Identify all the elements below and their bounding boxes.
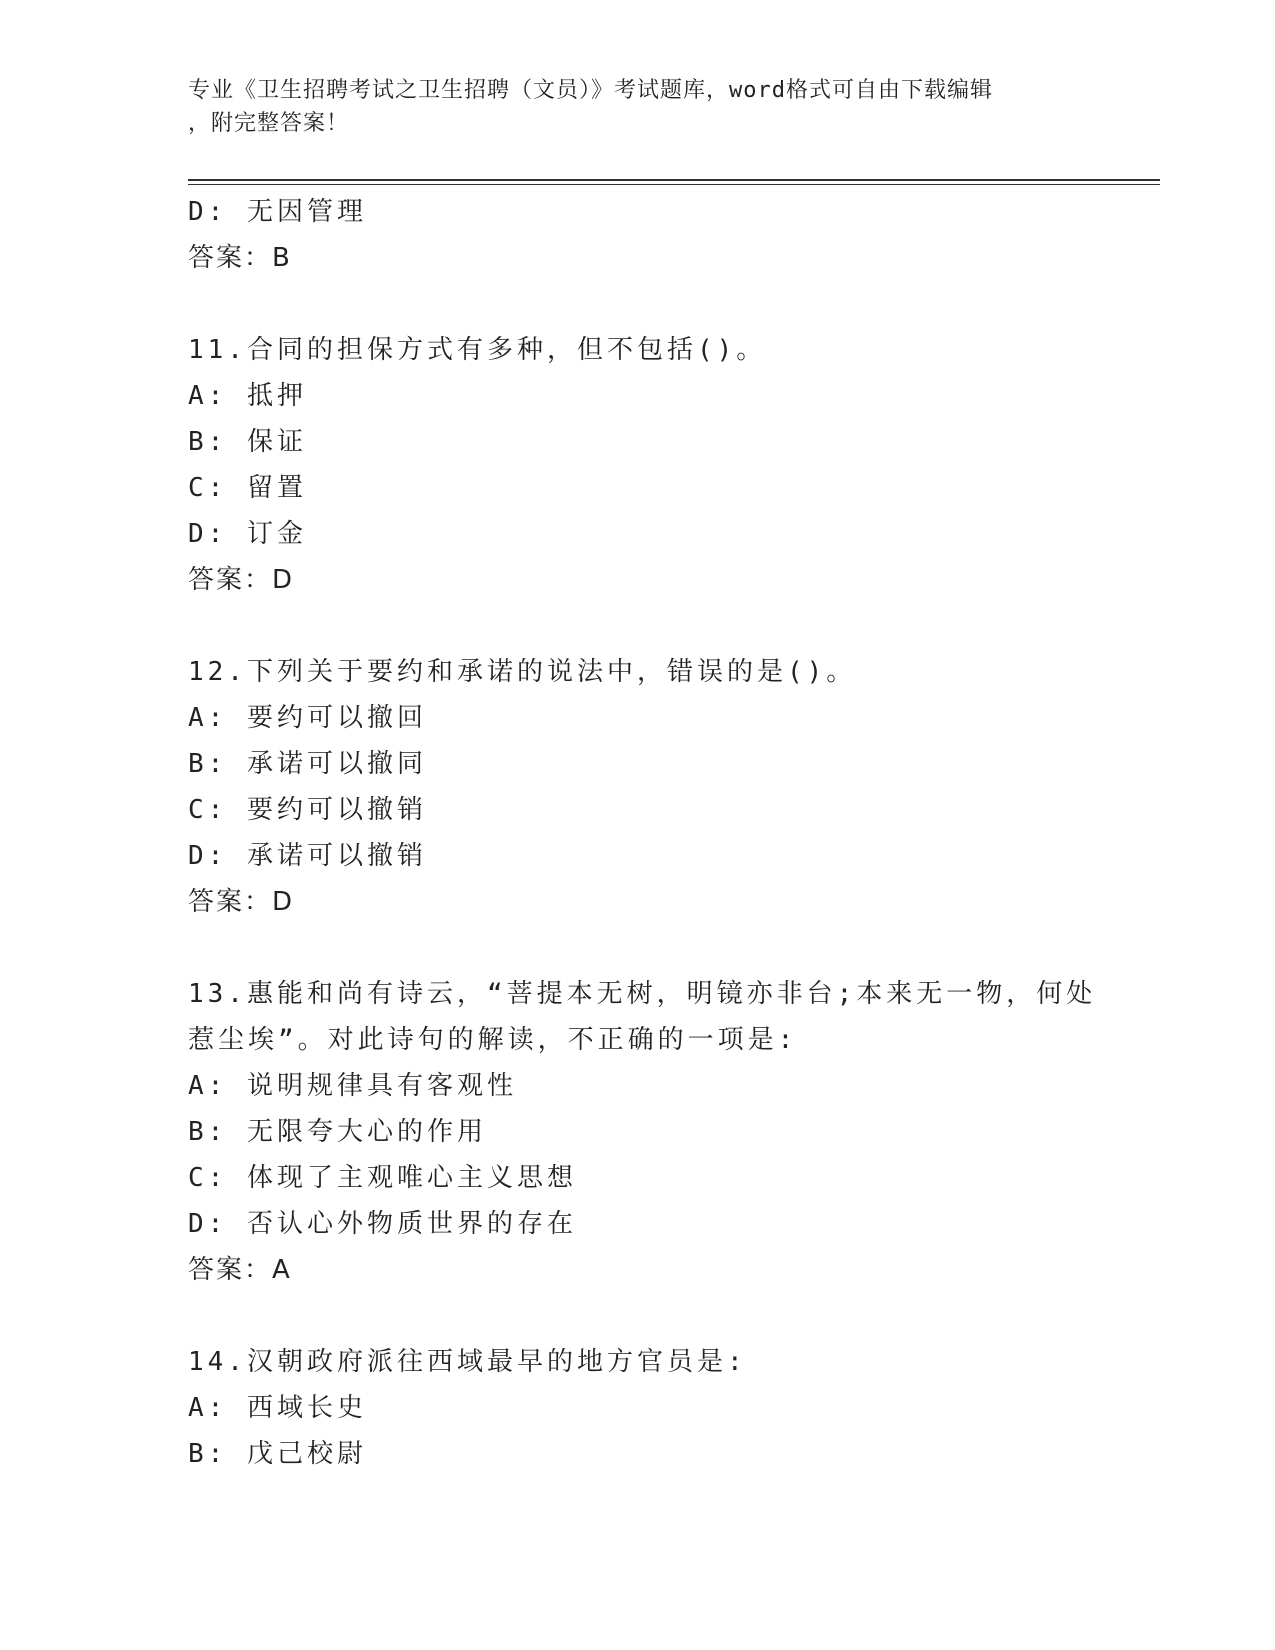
- spacer: [188, 281, 1108, 327]
- q12-option-d: D: 承诺可以撤销: [188, 841, 427, 871]
- q11-option-a: A: 抵押: [188, 381, 307, 411]
- q14-option-a: A: 西域长史: [188, 1393, 367, 1423]
- document-header: [188, 74, 1088, 140]
- header-line-2: ，附完整答案！: [188, 111, 350, 136]
- q12-option-c: C: 要约可以撤销: [188, 795, 427, 825]
- spacer: [188, 925, 1108, 971]
- q13-option-d: D: 否认心外物质世界的存在: [188, 1209, 577, 1239]
- spacer: [188, 603, 1108, 649]
- question-list: [188, 189, 1108, 1477]
- q13-question-line-2: 惹尘埃”。对此诗句的解读，不正确的一项是:: [188, 1025, 798, 1055]
- q14-question: 14.汉朝政府派往西域最早的地方官员是:: [188, 1347, 747, 1377]
- q12-option-a: A: 要约可以撤回: [188, 703, 427, 733]
- q13-option-c: C: 体现了主观唯心主义思想: [188, 1163, 577, 1193]
- q11-option-b: B: 保证: [188, 427, 307, 457]
- q10-answer: 答案：B: [188, 243, 292, 273]
- q12-question: 12.下列关于要约和承诺的说法中，错误的是()。: [188, 657, 857, 687]
- q11-option-c: C: 留置: [188, 473, 307, 503]
- spacer: [188, 1293, 1108, 1339]
- header-divider: [188, 179, 1160, 181]
- q14-option-b: B: 戊己校尉: [188, 1439, 367, 1469]
- q12-answer: 答案：D: [188, 887, 295, 917]
- q13-question-line-1: 13.惠能和尚有诗云，“菩提本无树，明镜亦非台;本来无一物，何处: [188, 979, 1097, 1009]
- header-line-1: 专业《卫生招聘考试之卫生招聘（文员）》考试题库，word格式可自由下载编辑: [188, 78, 993, 103]
- q13-option-a: A: 说明规律具有客观性: [188, 1071, 517, 1101]
- q11-question: 11.合同的担保方式有多种，但不包括()。: [188, 335, 767, 365]
- q11-option-d: D: 订金: [188, 519, 307, 549]
- q10-option-d: D: 无因管理: [188, 197, 367, 227]
- q11-answer: 答案：D: [188, 565, 295, 595]
- q13-option-b: B: 无限夸大心的作用: [188, 1117, 487, 1147]
- q13-answer: 答案：A: [188, 1255, 292, 1285]
- q12-option-b: B: 承诺可以撤同: [188, 749, 427, 779]
